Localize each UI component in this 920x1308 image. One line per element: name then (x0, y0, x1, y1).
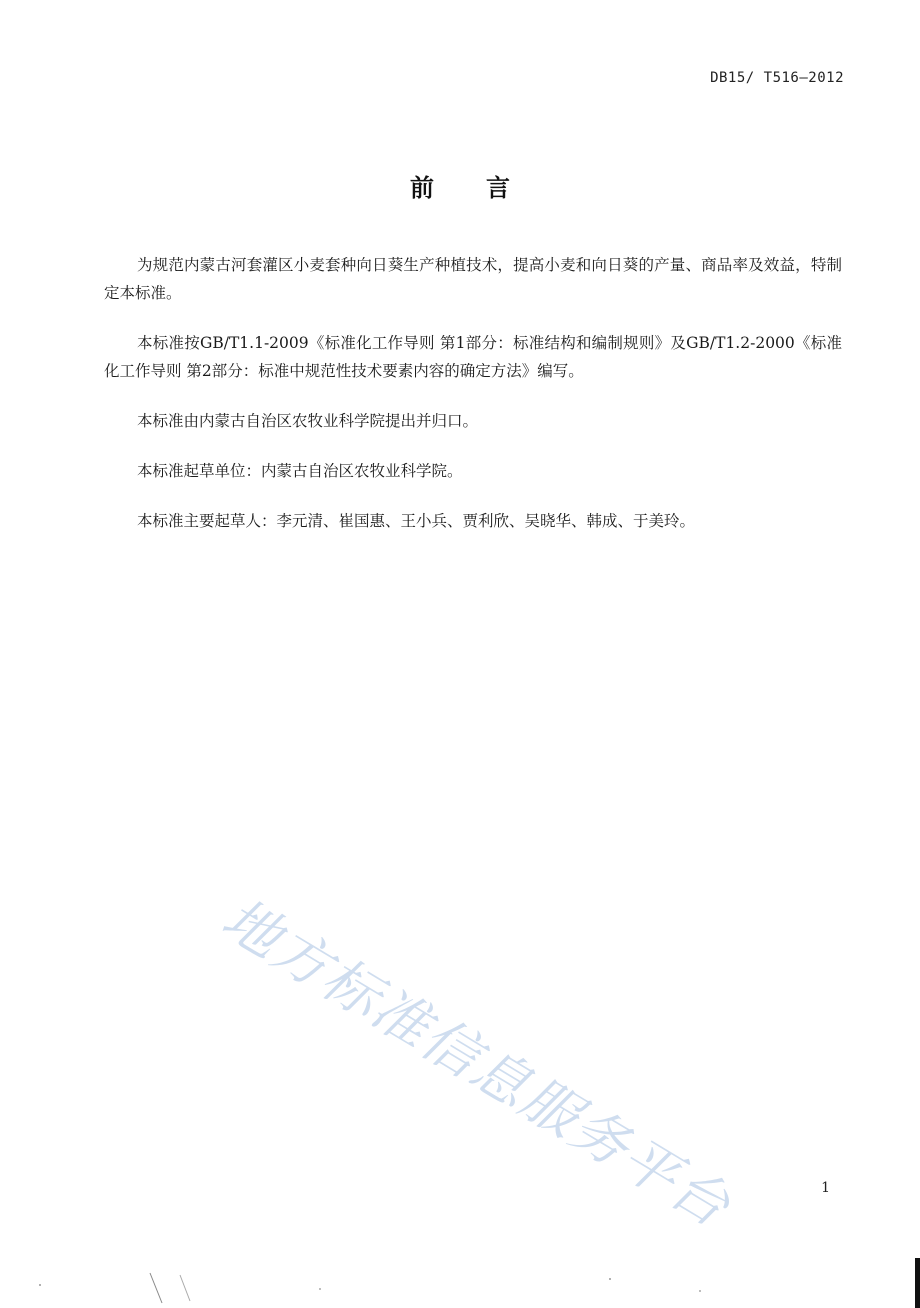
paragraph-purpose: 为规范内蒙古河套灌区小麦套种向日葵生产种植技术，提高小麦和向日葵的产量、商品率及效益，特制定本标准。 (104, 256, 842, 302)
paragraph-proposer: 本标准由内蒙古自治区农牧业科学院提出并归口。 (137, 412, 479, 430)
scan-edge-bar (915, 1258, 920, 1308)
page-title: 前言 (410, 174, 562, 202)
paragraph-drafters: 本标准主要起草人：李元清、崔国惠、王小兵、贾利欣、吴晓华、韩成、于美玲。 (137, 512, 696, 530)
page-number: 1 (821, 1180, 830, 1196)
document-body (104, 251, 842, 557)
scan-noise-decoration (0, 1265, 900, 1305)
watermark: 地方标准信息服务平台 (210, 885, 742, 1241)
document-code: DB15/ T516—2012 (710, 70, 844, 86)
paragraph-drafting-unit: 本标准起草单位：内蒙古自治区农牧业科学院。 (137, 462, 463, 480)
paragraph-drafting-rules: 本标准按GB/T1.1-2009《标准化工作导则 第1部分：标准结构和编制规则》及GB/T1.2-2000《标准化工作导则 第2部分：标准中规范性技术要素内容的确定方法》编写。 (104, 334, 842, 380)
